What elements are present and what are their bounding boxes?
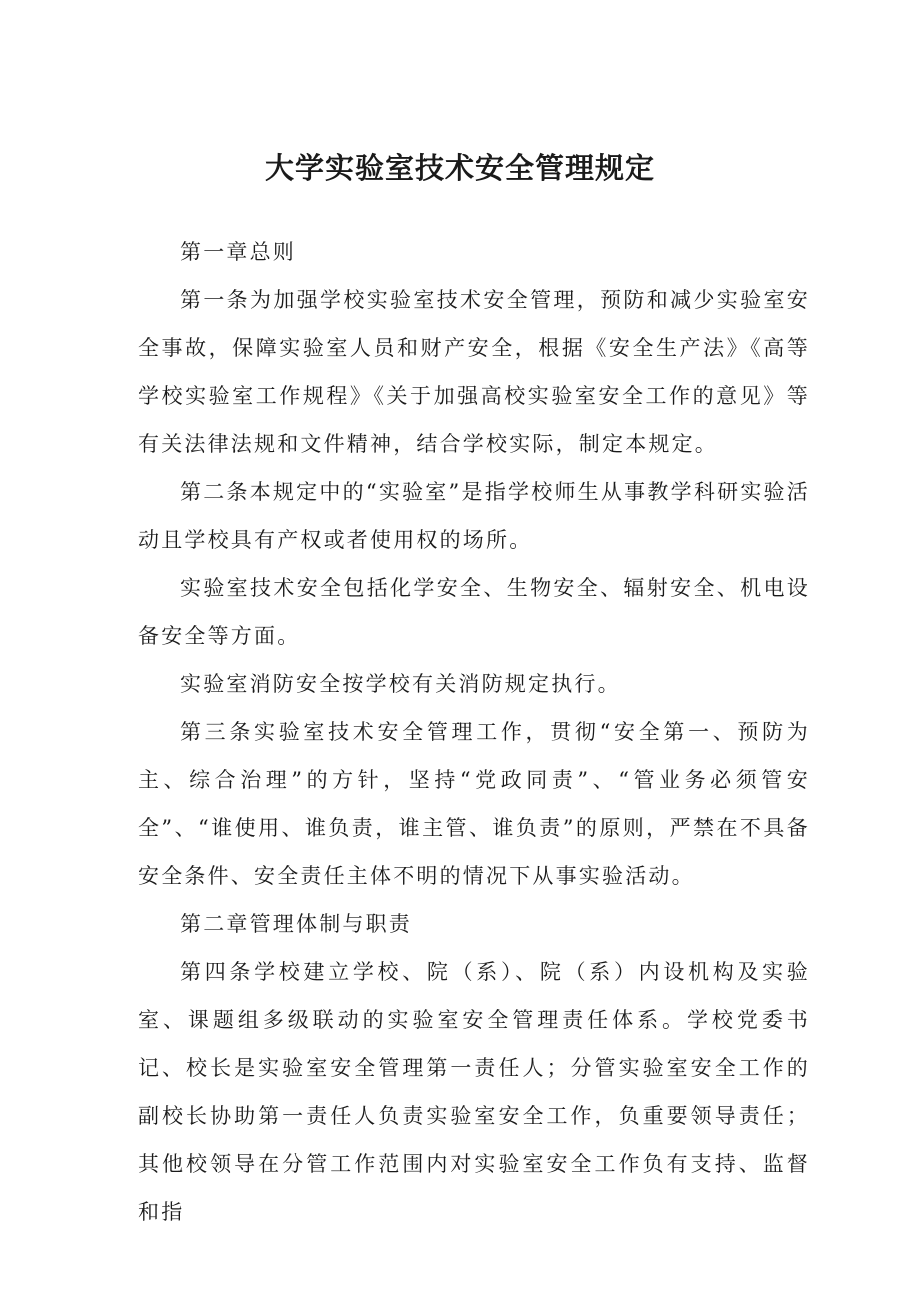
document-body <box>138 228 810 1236</box>
paragraph: 第四条学校建立学校、院（系）、院（系）内设机构及实验室、课题组多级联动的实验室安全管理责任体系。学校党委书记、校长是实验室安全管理第一责任人；分管实验室安全工作的副校长协助第一责任人负责实验室安全工作，负重要领导责任；其他校领导在分管工作范围内对实验室安全工作负有支持、监督和指 <box>138 960 810 1224</box>
chapter-heading: 第二章管理体制与职责 <box>180 912 412 936</box>
paragraph: 第二条本规定中的“实验室”是指学校师生从事教学科研实验活动且学校具有产权或者使用权的场所。 <box>138 480 810 552</box>
paragraph: 第三条实验室技术安全管理工作，贯彻“安全第一、预防为主、综合治理”的方针，坚持“党政同责”、“管业务必须管安全”、“谁使用、谁负责，谁主管、谁负责”的原则，严禁在不具备安全条件、安全责任主体不明的情况下从事实验活动。 <box>138 720 810 888</box>
chapter-heading: 第一章总则 <box>180 240 296 264</box>
paragraph: 实验室消防安全按学校有关消防规定执行。 <box>180 672 621 696</box>
document-title: 大学实验室技术安全管理规定 <box>264 151 655 185</box>
paragraph: 实验室技术安全包括化学安全、生物安全、辐射安全、机电设备安全等方面。 <box>138 576 810 648</box>
paragraph: 第一条为加强学校实验室技术安全管理，预防和减少实验室安全事故，保障实验室人员和财产安全，根据《安全生产法》《高等学校实验室工作规程》《关于加强高校实验室安全工作的意见》等有关法律法规和文件精神，结合学校实际，制定本规定。 <box>138 288 810 456</box>
